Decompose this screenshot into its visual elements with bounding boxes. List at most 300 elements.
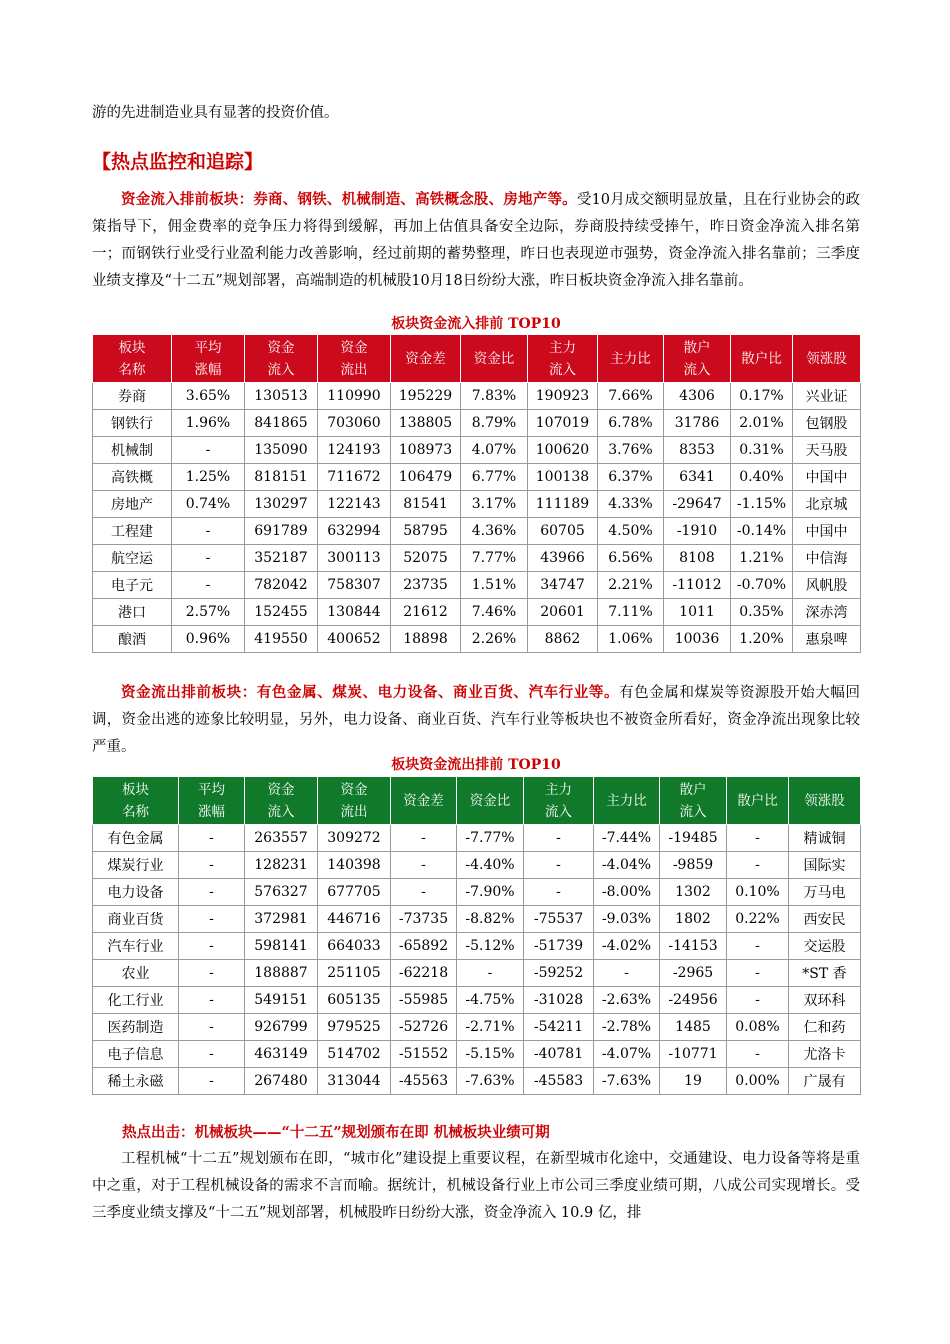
table-cell: 190923 (528, 383, 598, 410)
header-label-line2: 涨幅 (194, 361, 222, 378)
table-cell: 152455 (245, 599, 318, 626)
table-cell: - (179, 906, 245, 933)
header-cell (245, 777, 318, 825)
header-cell (664, 335, 731, 383)
table-cell: 中国中 (793, 464, 861, 491)
table-cell: 0.74% (172, 491, 245, 518)
table-cell: 电子元 (93, 572, 172, 599)
outflow-paragraph (92, 679, 860, 761)
table-cell: 419550 (245, 626, 318, 653)
header-cell (789, 777, 861, 825)
table-cell: 7.11% (598, 599, 664, 626)
table-cell: 中信海 (793, 545, 861, 572)
header-cell (731, 335, 793, 383)
table-cell: -2.78% (594, 1014, 660, 1041)
table-row (93, 906, 861, 933)
table-cell: -52726 (391, 1014, 457, 1041)
outflow-highlight: 资金流出排前板块：有色金属、煤炭、电力设备、商业百货、汽车行业等。 (121, 684, 620, 701)
table-cell: 195229 (391, 383, 461, 410)
table-cell: 140398 (318, 852, 391, 879)
table-cell: 352187 (245, 545, 318, 572)
header-label: 主力比 (610, 350, 651, 367)
table-row (93, 825, 861, 852)
table-cell: 0.17% (731, 383, 793, 410)
table-cell: 664033 (318, 933, 391, 960)
table-row (93, 987, 861, 1014)
table-cell: -9.03% (594, 906, 660, 933)
table-cell: - (524, 879, 594, 906)
header-label: 资金差 (403, 792, 444, 809)
table-cell: 2.21% (598, 572, 664, 599)
table-cell: 124193 (318, 437, 391, 464)
header-label-line2: 名称 (122, 803, 149, 820)
header-label: 散户比 (741, 350, 782, 367)
table-cell: - (457, 960, 524, 987)
table-cell: 医药制造 (93, 1014, 179, 1041)
table-cell: -7.44% (594, 825, 660, 852)
table-cell: -0.14% (731, 518, 793, 545)
table-cell: 惠泉啤 (793, 626, 861, 653)
table-cell: -31028 (524, 987, 594, 1014)
inflow-table-header (93, 335, 861, 383)
table-cell: 0.40% (731, 464, 793, 491)
header-cell (457, 777, 524, 825)
header-cell (172, 335, 245, 383)
table-cell: 10036 (664, 626, 731, 653)
header-cell (318, 777, 391, 825)
table-row (93, 1068, 861, 1095)
table-cell: 0.08% (727, 1014, 789, 1041)
table-cell: 6.37% (598, 464, 664, 491)
table-cell: 0.10% (727, 879, 789, 906)
table-row (93, 626, 861, 653)
table-cell: 商业百货 (93, 906, 179, 933)
table-cell: 188887 (245, 960, 318, 987)
table-row (93, 599, 861, 626)
table-cell: 100138 (528, 464, 598, 491)
table-cell: 8.79% (461, 410, 528, 437)
outflow-table-header (93, 777, 861, 825)
header-cell (93, 335, 172, 383)
table-cell: 2.57% (172, 599, 245, 626)
table-cell: 576327 (245, 879, 318, 906)
table-cell: 西安民 (789, 906, 861, 933)
table-cell: 446716 (318, 906, 391, 933)
table-cell: - (179, 960, 245, 987)
table-cell: 6.56% (598, 545, 664, 572)
table-cell: -7.63% (594, 1068, 660, 1095)
table-cell: 23735 (391, 572, 461, 599)
table-cell: 6341 (664, 464, 731, 491)
table-cell: -45563 (391, 1068, 457, 1095)
table-cell: 2.01% (731, 410, 793, 437)
table-cell: 313044 (318, 1068, 391, 1095)
table-cell: 8353 (664, 437, 731, 464)
table-cell: 43966 (528, 545, 598, 572)
header-label-line2: 流出 (340, 361, 368, 378)
table-cell: 309272 (318, 825, 391, 852)
table-cell: 4.50% (598, 518, 664, 545)
table-cell: 3.65% (172, 383, 245, 410)
table-cell: - (524, 825, 594, 852)
header-label: 主力 (545, 781, 572, 798)
table-cell: 有色金属 (93, 825, 179, 852)
header-cell (179, 777, 245, 825)
header-label: 资金 (267, 339, 295, 356)
table-cell: 20601 (528, 599, 598, 626)
inflow-highlight: 资金流入排前板块：券商、钢铁、机械制造、高铁概念股、房地产等。 (121, 191, 577, 208)
table-cell: - (391, 852, 457, 879)
table-cell: -2.63% (594, 987, 660, 1014)
table-row (93, 1041, 861, 1068)
table-cell: 818151 (245, 464, 318, 491)
table-cell: 7.77% (461, 545, 528, 572)
table-cell: 4.07% (461, 437, 528, 464)
table-cell: -65892 (391, 933, 457, 960)
table-cell: 酿酒 (93, 626, 172, 653)
header-label-line2: 流入 (267, 803, 295, 820)
table-cell: -9859 (660, 852, 727, 879)
table-cell: -45583 (524, 1068, 594, 1095)
table-row (93, 933, 861, 960)
intro-text: 游的先进制造业具有显著的投资价值。 (92, 105, 339, 121)
table-cell: 汽车行业 (93, 933, 179, 960)
table-cell: -19485 (660, 825, 727, 852)
outflow-table-caption: 板块资金流出排前 TOP10 (391, 757, 561, 773)
table-cell: - (179, 879, 245, 906)
table-cell: 天马股 (793, 437, 861, 464)
table-cell: 632994 (318, 518, 391, 545)
table-cell: 0.31% (731, 437, 793, 464)
table-cell: - (172, 572, 245, 599)
table-cell: -7.63% (457, 1068, 524, 1095)
table-row (93, 383, 861, 410)
table-cell: 3.76% (598, 437, 664, 464)
table-cell: 0.96% (172, 626, 245, 653)
table-cell: 758307 (318, 572, 391, 599)
table-cell: 航空运 (93, 545, 172, 572)
header-cell (93, 777, 179, 825)
table-cell: 精诚铜 (789, 825, 861, 852)
table-cell: -8.82% (457, 906, 524, 933)
table-cell: 122143 (318, 491, 391, 518)
table-cell: 1.96% (172, 410, 245, 437)
table-cell: 60705 (528, 518, 598, 545)
header-label: 资金 (340, 339, 368, 356)
table-cell: -10771 (660, 1041, 727, 1068)
table-cell: - (172, 518, 245, 545)
table-row (93, 410, 861, 437)
header-cell (598, 335, 664, 383)
header-cell (727, 777, 789, 825)
table-cell: 107019 (528, 410, 598, 437)
header-label: 平均 (198, 781, 225, 798)
header-label: 散户比 (737, 792, 778, 809)
table-cell: - (391, 825, 457, 852)
table-cell: -14153 (660, 933, 727, 960)
header-label-line2: 涨幅 (198, 803, 225, 820)
table-cell: 7.46% (461, 599, 528, 626)
table-cell: 263557 (245, 825, 318, 852)
header-label: 平均 (194, 339, 222, 356)
header-label: 板块 (118, 339, 146, 356)
table-cell: - (179, 852, 245, 879)
table-cell: 7.66% (598, 383, 664, 410)
header-cell (793, 335, 861, 383)
table-row (93, 545, 861, 572)
table-cell: 1802 (660, 906, 727, 933)
table-cell: 4.33% (598, 491, 664, 518)
table-cell: 58795 (391, 518, 461, 545)
table-cell: 券商 (93, 383, 172, 410)
table-cell: 双环科 (789, 987, 861, 1014)
table-cell: 风帆股 (793, 572, 861, 599)
table-cell: 598141 (245, 933, 318, 960)
header-label-line2: 流入 (545, 803, 572, 820)
table-cell: -0.70% (731, 572, 793, 599)
table-cell: -2.71% (457, 1014, 524, 1041)
header-cell (524, 777, 594, 825)
table-cell: 4.36% (461, 518, 528, 545)
table-cell: 6.77% (461, 464, 528, 491)
table-row (93, 1014, 861, 1041)
table-cell: 0.22% (727, 906, 789, 933)
table-cell: 2.26% (461, 626, 528, 653)
table-cell: 677705 (318, 879, 391, 906)
table-row (93, 879, 861, 906)
table-cell: 108973 (391, 437, 461, 464)
table-cell: 4306 (664, 383, 731, 410)
table-cell: 31786 (664, 410, 731, 437)
hot-topic-paragraph (92, 1146, 860, 1227)
header-label: 资金 (340, 781, 368, 798)
header-label: 资金比 (473, 350, 515, 367)
inflow-table-caption: 板块资金流入排前 TOP10 (391, 316, 561, 332)
table-cell: 549151 (245, 987, 318, 1014)
table-cell: 工程建 (93, 518, 172, 545)
table-cell: 尤洛卡 (789, 1041, 861, 1068)
header-label: 主力比 (606, 792, 647, 809)
table-cell: -75537 (524, 906, 594, 933)
header-cell (245, 335, 318, 383)
table-cell: 化工行业 (93, 987, 179, 1014)
table-cell: 34747 (528, 572, 598, 599)
table-cell: - (727, 825, 789, 852)
table-cell: 钢铁行 (93, 410, 172, 437)
header-cell (528, 335, 598, 383)
table-cell: - (172, 437, 245, 464)
table-row (93, 437, 861, 464)
table-cell: - (594, 960, 660, 987)
table-row (93, 518, 861, 545)
table-cell: -1910 (664, 518, 731, 545)
table-cell: -24956 (660, 987, 727, 1014)
table-cell: 782042 (245, 572, 318, 599)
table-cell: 8108 (664, 545, 731, 572)
header-label-line2: 流入 (267, 361, 295, 378)
inflow-table (92, 334, 861, 653)
table-cell: 926799 (245, 1014, 318, 1041)
table-cell: 6.78% (598, 410, 664, 437)
table-cell: 3.17% (461, 491, 528, 518)
table-cell: 0.00% (727, 1068, 789, 1095)
header-label: 散户 (679, 781, 707, 798)
table-cell: 1485 (660, 1014, 727, 1041)
header-cell (594, 777, 660, 825)
table-cell: - (727, 987, 789, 1014)
table-cell: -2965 (660, 960, 727, 987)
table-cell: 110990 (318, 383, 391, 410)
table-cell: 841865 (245, 410, 318, 437)
table-cell: 稀土永磁 (93, 1068, 179, 1095)
table-cell: - (179, 933, 245, 960)
table-cell: - (727, 960, 789, 987)
table-cell: - (179, 1014, 245, 1041)
table-cell: 包钢股 (793, 410, 861, 437)
inflow-paragraph (92, 186, 860, 295)
table-cell: 煤炭行业 (93, 852, 179, 879)
table-cell: 港口 (93, 599, 172, 626)
table-cell: 138805 (391, 410, 461, 437)
table-row (93, 572, 861, 599)
table-cell: 400652 (318, 626, 391, 653)
table-row (93, 960, 861, 987)
table-cell: -7.90% (457, 879, 524, 906)
table-cell: -54211 (524, 1014, 594, 1041)
table-cell: 北京城 (793, 491, 861, 518)
header-label: 领涨股 (806, 350, 847, 367)
section-title: 【热点监控和追踪】 (92, 151, 264, 173)
table-cell: 交运股 (789, 933, 861, 960)
table-row (93, 491, 861, 518)
table-cell: - (727, 852, 789, 879)
table-cell: 中国中 (793, 518, 861, 545)
table-cell: -40781 (524, 1041, 594, 1068)
table-cell: -73735 (391, 906, 457, 933)
table-cell: -5.15% (457, 1041, 524, 1068)
header-label-line2: 流出 (340, 803, 368, 820)
header-cell (318, 335, 391, 383)
table-cell: 1302 (660, 879, 727, 906)
table-cell: - (172, 545, 245, 572)
table-cell: - (179, 1041, 245, 1068)
table-cell: -29647 (664, 491, 731, 518)
table-cell: - (179, 987, 245, 1014)
table-cell: 电子信息 (93, 1041, 179, 1068)
table-cell: 0.35% (731, 599, 793, 626)
table-cell: 130297 (245, 491, 318, 518)
table-row (93, 464, 861, 491)
table-cell: 仁和药 (789, 1014, 861, 1041)
table-cell: 135090 (245, 437, 318, 464)
table-cell: - (727, 1041, 789, 1068)
header-label: 主力 (549, 339, 576, 356)
header-label: 领涨股 (804, 792, 845, 809)
table-cell: 1.20% (731, 626, 793, 653)
table-cell: 130844 (318, 599, 391, 626)
table-cell: 房地产 (93, 491, 172, 518)
table-cell: 7.83% (461, 383, 528, 410)
inflow-body: 受10月成交额明显放量，且在行业协会的政策指导下，佣金费率的竞争压力将得到缓解，再加上估值具备安全边际，券商股持续受捧午，昨日资金净流入排名第一；而钢铁行业受行业盈利能力改善影响，经过前期的蓄势整理，昨日也表现逆市强势，资金净流入排名靠前；三季度业绩支撑及“十二五”规划部署，高端制造的机械股10月18日纷纷大涨，昨日板块资金净流入排名靠前。 (92, 192, 860, 289)
header-label-line2: 流入 (683, 361, 711, 378)
table-cell: 高铁概 (93, 464, 172, 491)
header-label: 资金差 (405, 350, 446, 367)
header-label-line2: 名称 (118, 361, 146, 378)
hot-topic-title: 热点出击：机械板块——“十二五”规划颁布在即 机械板块业绩可期 (122, 1124, 550, 1141)
outflow-table (92, 776, 861, 1095)
table-cell: 19 (660, 1068, 727, 1095)
header-label-line2: 流入 (679, 803, 707, 820)
header-label: 资金比 (469, 792, 511, 809)
header-label-line2: 流入 (549, 361, 576, 378)
table-cell: -4.40% (457, 852, 524, 879)
table-cell: -4.04% (594, 852, 660, 879)
table-cell: - (391, 879, 457, 906)
table-cell: 691789 (245, 518, 318, 545)
table-cell: -51739 (524, 933, 594, 960)
table-cell: 21612 (391, 599, 461, 626)
table-cell: - (727, 933, 789, 960)
table-row (93, 852, 861, 879)
table-cell: 711672 (318, 464, 391, 491)
table-cell: - (179, 825, 245, 852)
table-cell: 国际实 (789, 852, 861, 879)
table-cell: 1011 (664, 599, 731, 626)
table-cell: 1.21% (731, 545, 793, 572)
header-label: 散户 (683, 339, 711, 356)
header-cell (461, 335, 528, 383)
header-label: 板块 (122, 781, 149, 798)
table-cell: 514702 (318, 1041, 391, 1068)
header-cell (391, 777, 457, 825)
table-cell: 万马电 (789, 879, 861, 906)
table-cell: 130513 (245, 383, 318, 410)
table-cell: -62218 (391, 960, 457, 987)
table-cell: -7.77% (457, 825, 524, 852)
hot-topic-body: 工程机械“十二五”规划颁布在即，“城市化”建设提上重要议程，在新型城市化途中，交通建设、电力设备等将是重中之重，对于工程机械设备的需求不言而喻。据统计，机械设备行业上市公司三季度业绩可期，八成公司实现增长。受三季度业绩支撑及“十二五”规划部署，机械股昨日纷纷大涨，资金净流入 10.9 亿，排 (92, 1151, 860, 1221)
table-cell: 52075 (391, 545, 461, 572)
table-cell: 100620 (528, 437, 598, 464)
table-cell: - (179, 1068, 245, 1095)
header-cell (391, 335, 461, 383)
table-cell: - (524, 852, 594, 879)
table-cell: 农业 (93, 960, 179, 987)
table-cell: 128231 (245, 852, 318, 879)
table-cell: 979525 (318, 1014, 391, 1041)
table-cell: 106479 (391, 464, 461, 491)
outflow-body: 有色金属和煤炭等资源股开始大幅回调，资金出逃的迹象比较明显，另外，电力设备、商业百货、汽车行业等板块也不被资金所看好，资金净流出现象比较严重。 (92, 685, 860, 755)
table-cell: 18898 (391, 626, 461, 653)
table-cell: 广晟有 (789, 1068, 861, 1095)
table-cell: -51552 (391, 1041, 457, 1068)
table-cell: 267480 (245, 1068, 318, 1095)
table-cell: 8862 (528, 626, 598, 653)
table-cell: 300113 (318, 545, 391, 572)
header-cell (660, 777, 727, 825)
table-cell: 81541 (391, 491, 461, 518)
table-cell: 251105 (318, 960, 391, 987)
table-cell: 372981 (245, 906, 318, 933)
table-cell: 1.51% (461, 572, 528, 599)
table-cell: 463149 (245, 1041, 318, 1068)
table-cell: -4.02% (594, 933, 660, 960)
table-cell: -11012 (664, 572, 731, 599)
table-cell: -1.15% (731, 491, 793, 518)
table-cell: *ST 香 (789, 960, 861, 987)
table-cell: 机械制 (93, 437, 172, 464)
table-cell: -4.07% (594, 1041, 660, 1068)
table-cell: 703060 (318, 410, 391, 437)
